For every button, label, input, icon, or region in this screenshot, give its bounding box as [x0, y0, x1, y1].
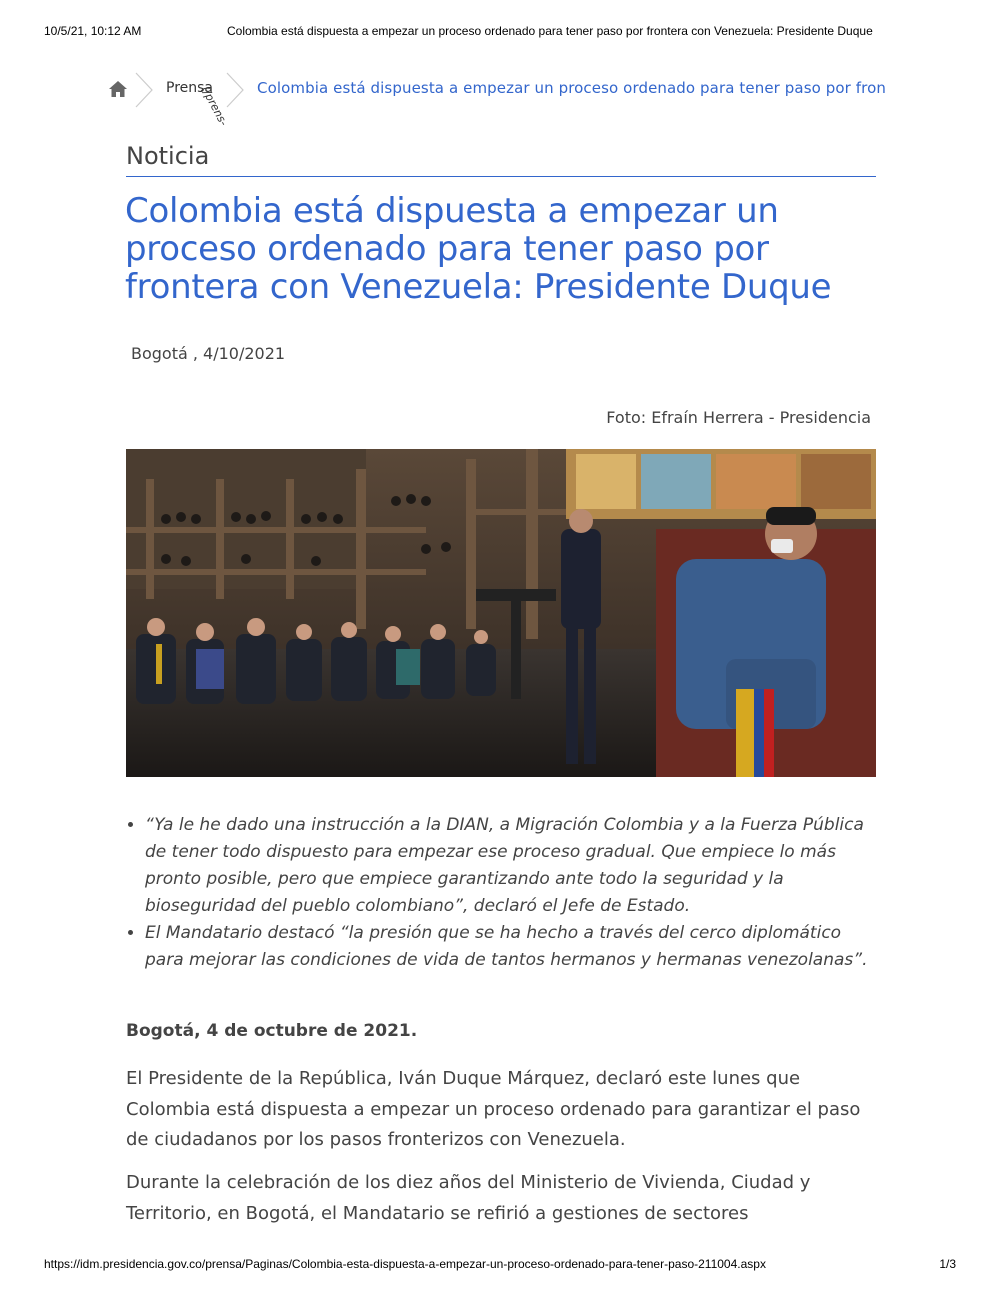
breadcrumb-item-prensa[interactable]: Prensa	[166, 80, 214, 96]
breadcrumb-separator-icon	[134, 72, 154, 108]
list-item: • “Ya le he dado una instrucción a la DIAN, a Migración Colombia y a la Fuerza Pública de tener todo dispuesto para empezar ese proceso gradual. Que empiece lo más pronto posible, pero que empiece garantizando ante todo la seguridad y la bioseguridad del pueblo colombiano”, declaró el Jefe de Estado.	[145, 812, 885, 920]
print-page-number: 1/3	[939, 1257, 956, 1271]
body-dateline: Bogotá, 4 de octubre de 2021.	[126, 1021, 418, 1041]
print-title: Colombia está dispuesta a empezar un proceso ordenado para tener paso por frontera con Venezuela: Presidente Duque	[227, 24, 873, 38]
section-label: Noticia	[126, 142, 210, 170]
article-photo	[126, 449, 876, 777]
photo-credit: Foto: Efraín Herrera - Presidencia	[606, 408, 871, 427]
highlights-list	[126, 812, 885, 974]
section-divider	[126, 176, 876, 177]
article-headline: Colombia está dispuesta a empezar un proceso ordenado para tener paso por frontera con Venezuela: Presidente Duque	[125, 191, 832, 307]
breadcrumb-current[interactable]: Colombia está dispuesta a empezar un proceso ordenado para tener paso por fron	[257, 79, 886, 97]
list-item: • El Mandatario destacó “la presión que se ha hecho a través del cerco diplomático para mejorar las condiciones de vida de tantos hermanos y hermanas venezolanas”.	[145, 920, 885, 974]
print-datetime: 10/5/21, 10:12 AM	[44, 24, 142, 38]
breadcrumb-rotated-fragment: (/prens-	[198, 84, 231, 129]
home-icon[interactable]	[108, 80, 128, 98]
article-dateline: Bogotá , 4/10/2021	[131, 344, 286, 363]
print-url: https://idm.presidencia.gov.co/prensa/Paginas/Colombia-esta-dispuesta-a-empezar-un-proceso-ordenado-para-tener-paso-211004.aspx	[44, 1257, 766, 1271]
breadcrumb-separator-icon	[225, 72, 245, 108]
breadcrumb	[108, 68, 898, 129]
body-paragraph: El Presidente de la República, Iván Duque Márquez, declaró este lunes que Colombia está dispuesta a empezar un proceso ordenado para garantizar el paso de ciudadanos por los pasos fronterizos con Venezuela.	[126, 1068, 861, 1150]
body-paragraph-clip	[0, 1160, 1000, 1232]
body-paragraph: Durante la celebración de los diez años del Ministerio de Vivienda, Ciudad y Territorio, en Bogotá, el Mandatario se refirió a gestiones de sectores	[126, 1172, 811, 1224]
